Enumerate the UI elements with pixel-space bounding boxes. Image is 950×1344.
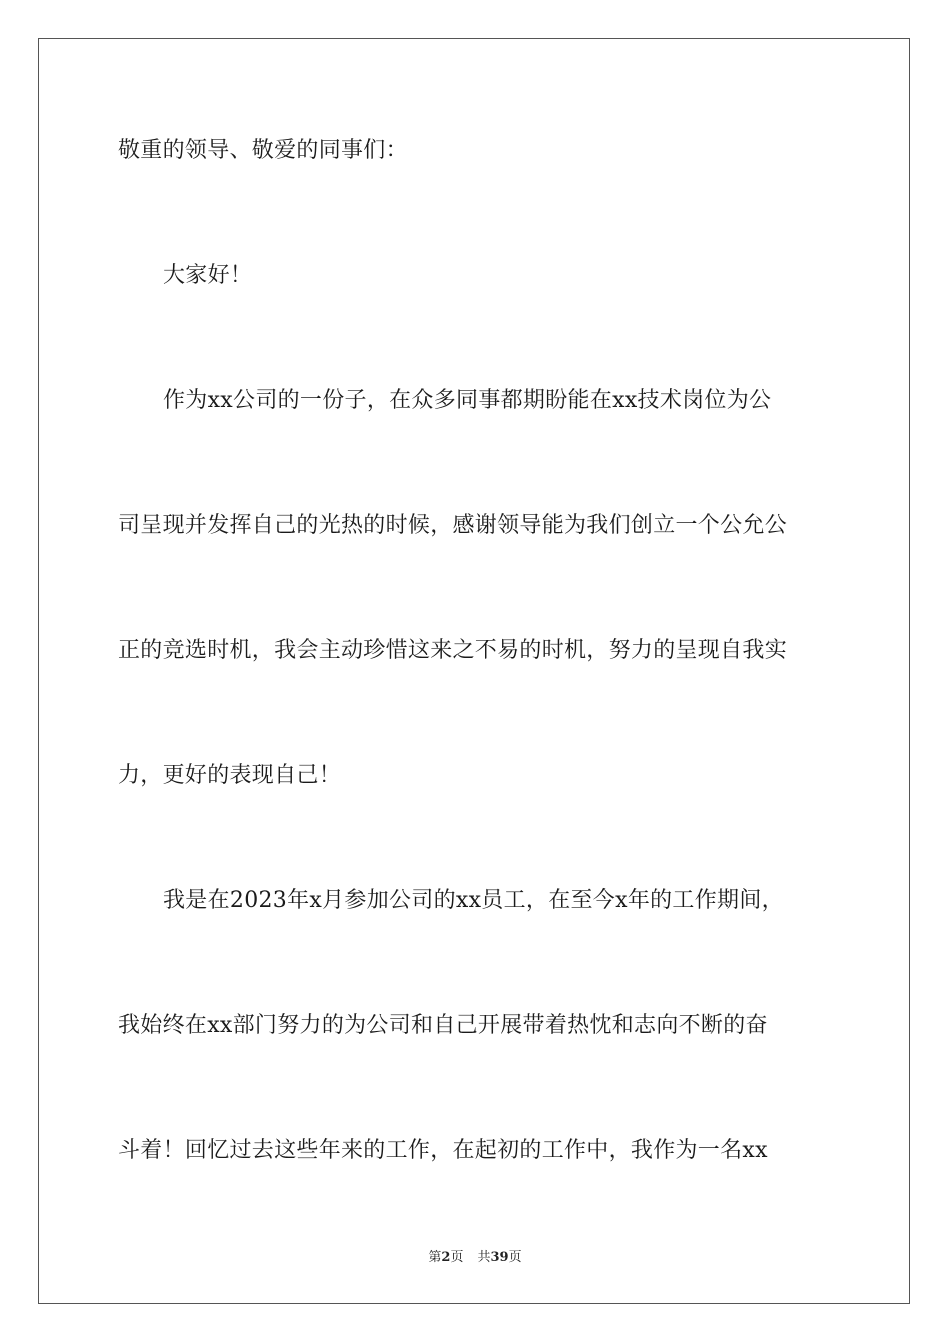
page-number: 2 (441, 1250, 451, 1265)
salutation-line: 敬重的领导、敬爱的同事们： (118, 138, 408, 163)
paragraph-line: 我始终在xx部门努力的为公司和自己开展带着热忱和志向不断的奋 (118, 1013, 768, 1038)
paragraph-line: 力，更好的表现自己！ (118, 763, 342, 788)
paragraph-line: 作为xx公司的一份子，在众多同事都期盼能在xx技术岗位为公 (163, 388, 772, 413)
page-border (38, 38, 910, 1304)
page-footer (0, 1246, 950, 1265)
page-prefix: 第 (428, 1250, 442, 1265)
paragraph-line: 我是在2023年x月参加公司的xx员工，在至今x年的工作期间， (163, 888, 784, 913)
greeting-line: 大家好！ (163, 263, 253, 288)
paragraph-line: 斗着！回忆过去这些年来的工作，在起初的工作中，我作为一名xx (118, 1138, 768, 1163)
page-suffix: 页 (450, 1250, 464, 1265)
total-pages: 39 (490, 1250, 509, 1265)
paragraph-line: 司呈现并发挥自己的光热的时候，感谢领导能为我们创立一个公允公 (118, 513, 788, 538)
total-prefix: 共 (477, 1250, 491, 1265)
paragraph-line: 正的竞选时机，我会主动珍惜这来之不易的时机，努力的呈现自我实 (118, 638, 788, 663)
total-suffix: 页 (508, 1250, 522, 1265)
